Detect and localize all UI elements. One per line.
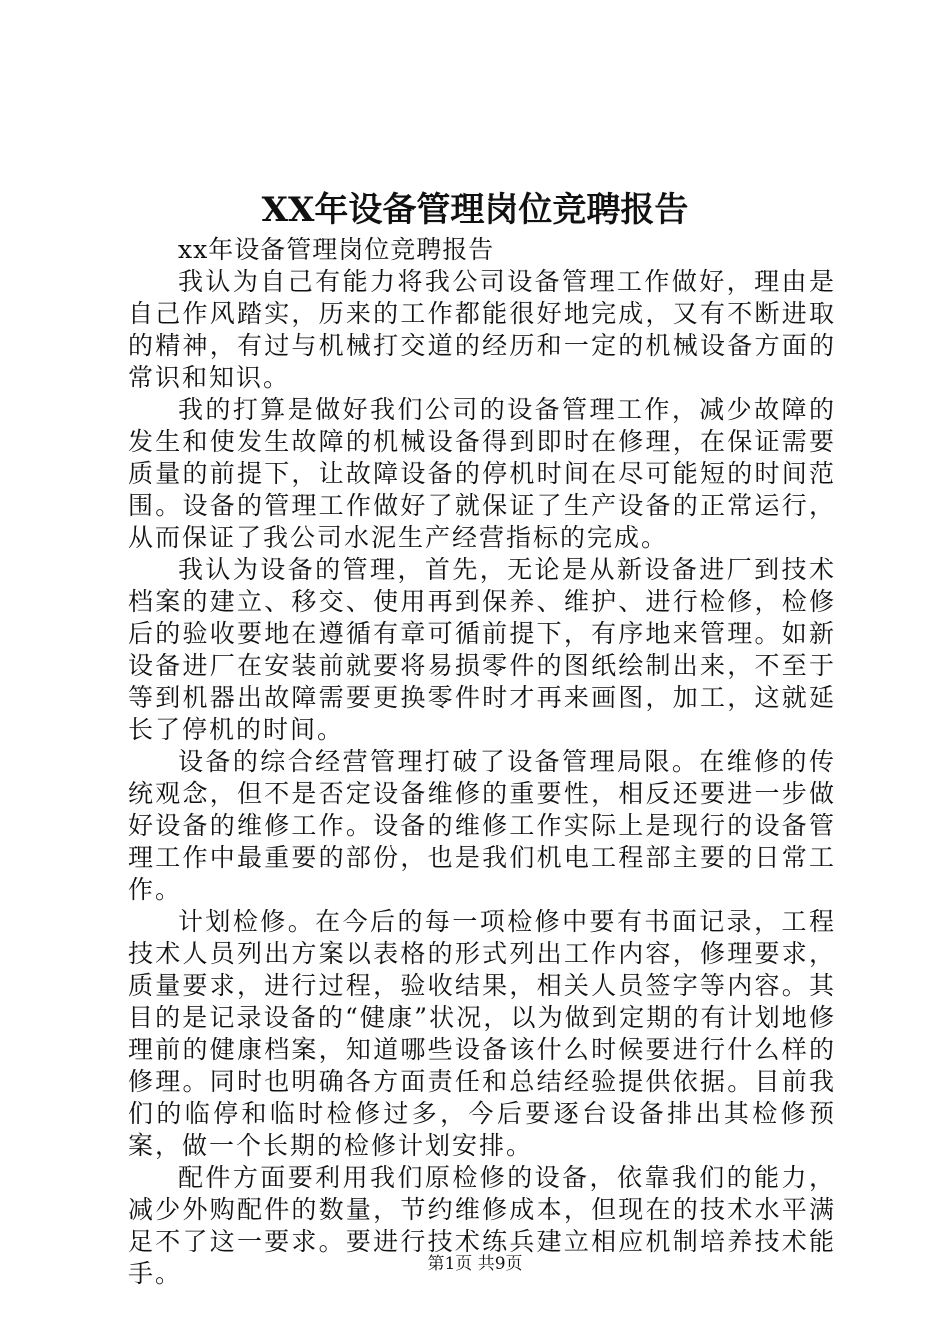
paragraph-5: 计划检修。在今后的每一项检修中要有书面记录，工程技术人员列出方案以表格的形式列出工作内容，修理要求，质量要求，进行过程，验收结果，相关人员签字等内容。其目的是记录设备的“健康”状况，以为做到定期的有计划地修理前的健康档案，知道哪些设备该什么时候要进行什么样的修理。同时也明确各方面责任和总结经验提供依据。目前我们的临停和临时检修过多，今后要逐台设备排出其检修预案，做一个长期的检修计划安排。 xyxy=(128,907,836,1160)
paragraph-6: 配件方面要利用我们原检修的设备，依靠我们的能力，减少外购配件的数量，节约维修成本，但现在的技术水平满足不了这一要求。要进行技术练兵建立相应机制培养技术能手。 xyxy=(128,1163,836,1288)
paragraph-2: 我的打算是做好我们公司的设备管理工作，减少故障的发生和使发生故障的机械设备得到即时在修理，在保证需要质量的前提下，让故障设备的停机时间在尽可能短的时间范围。设备的管理工作做好了就保证了生产设备的正常运行，从而保证了我公司水泥生产经营指标的完成。 xyxy=(128,395,836,552)
page-footer: 第1页 共9页 xyxy=(427,1254,523,1274)
page-title: XX年设备管理岗位竞聘报告 xyxy=(261,190,689,230)
paragraph-4: 设备的综合经营管理打破了设备管理局限。在维修的传统观念，但不是否定设备维修的重要性，相反还要进一步做好设备的维修工作。设备的维修工作实际上是现行的设备管理工作中最重要的部份，也是我们机电工程部主要的日常工作。 xyxy=(128,747,836,904)
paragraph-1: 我认为自己有能力将我公司设备管理工作做好，理由是自己作风踏实，历来的工作都能很好地完成，又有不断进取的精神，有过与机械打交道的经历和一定的机械设备方面的常识和知识。 xyxy=(128,267,836,392)
paragraph-3: 我认为设备的管理，首先，无论是从新设备进厂到技术档案的建立、移交、使用再到保养、维护、进行检修，检修后的验收要地在遵循有章可循前提下，有序地来管理。如新设备进厂在安装前就要将易损零件的图纸绘制出来，不至于等到机器出故障需要更换零件时才再来画图，加工，这就延长了停机的时间。 xyxy=(128,555,836,744)
document-body xyxy=(128,234,836,1290)
document-subtitle: xx年设备管理岗位竞聘报告 xyxy=(178,235,495,264)
